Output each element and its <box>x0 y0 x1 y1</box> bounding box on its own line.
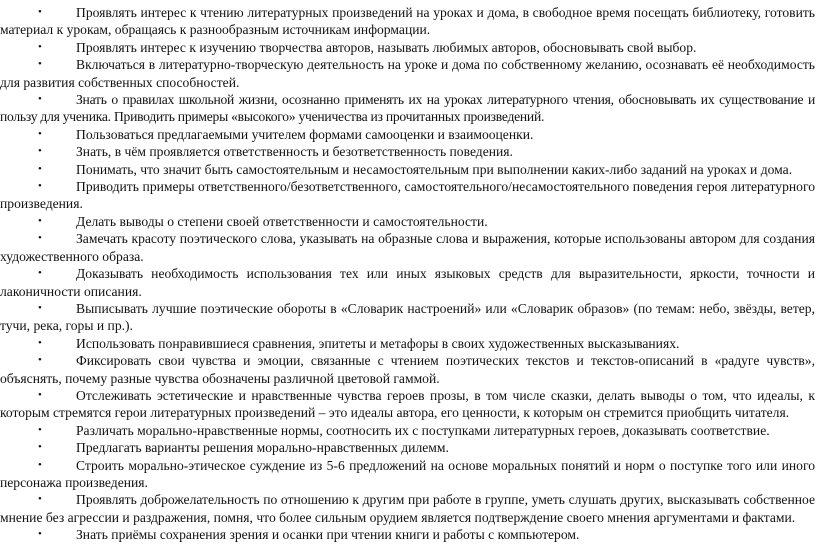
list-item <box>0 91 815 126</box>
bullet-icon: • <box>38 458 42 471</box>
bullet-icon: • <box>38 388 42 401</box>
bullet-icon: • <box>38 336 42 349</box>
bullet-icon: • <box>38 58 42 71</box>
list-item-text: Предлагать варианты решения морально-нравственных дилемм. <box>76 440 449 456</box>
bullet-icon: • <box>38 6 42 18</box>
list-item-text: Выписывать лучшие поэтические обороты в «Словарик настроений» или «Словарик образов» (по темам: небо, звёзды, ветер, тучи, река, горы и пр.). <box>0 300 815 334</box>
bullet-icon: • <box>38 232 42 245</box>
list-item-text: Строить морально-этическое суждение из 5-6 предложений на основе моральных понятий и норм о поступке того или иного персонажа произведения. <box>0 457 815 490</box>
list-item <box>0 491 815 526</box>
bullet-icon: • <box>38 528 42 541</box>
list-item-text: Делать выводы о степени своей ответственности и самостоятельности. <box>76 213 488 229</box>
bullet-icon: • <box>38 93 42 106</box>
list-item <box>0 213 815 230</box>
list-item-text: Доказывать необходимость использования тех или иных языковых средств для выразительности, яркости, точности и лаконичности описания. <box>0 266 815 299</box>
document-body <box>0 4 815 544</box>
list-item <box>0 457 815 492</box>
list-item <box>0 4 815 39</box>
bullet-icon: • <box>38 301 42 314</box>
list-item-text: Различать морально-нравственные нормы, соотносить их с поступками литературных героев, доказывать соответствие. <box>76 422 770 438</box>
list-item-text: Замечать красоту поэтического слова, указывать на образные слова и выражения, которые использованы автором для создания художественного образа. <box>0 231 815 264</box>
list-item-text: Приводить примеры ответственного/безответственного, самостоятельного/несамостоятельного поведения героя литературного произведения. <box>0 179 815 212</box>
list-item <box>0 126 815 143</box>
list-item <box>0 422 815 439</box>
list-item <box>0 56 815 91</box>
list-item-text: Проявлять доброжелательность по отношению к другим при работе в группе, уметь слушать других, высказывать собственное мнение без агрессии и раздражения, помня, что более сильным орудием является подтверждение своего мнения аргументами и фактами. <box>0 492 815 525</box>
list-item <box>0 161 815 178</box>
list-item-text: Включаться в литературно-творческую деятельность на уроке и дома по собственному желанию, осознавать её необходимость для развития собственных способностей. <box>0 57 815 90</box>
bullet-icon: • <box>38 493 42 506</box>
list-item <box>0 387 815 422</box>
list-item-text: Знать о правилах школьной жизни, осознанно применять их на уроках литературного чтения, обосновывать их существование и пользу для ученика. Приводить примеры «высокого» ученичества из прочитанных произведений. <box>0 92 815 125</box>
bullet-icon: • <box>38 40 42 53</box>
list-item-text: Понимать, что значит быть самостоятельным и несамостоятельным при выполнении каких-либо заданий на уроках и дома. <box>76 161 793 177</box>
list-item-text: Использовать понравившиеся сравнения, эпитеты и метафоры в своих художественных высказываниях. <box>76 335 680 351</box>
list-item-text: Знать, в чём проявляется ответственность и безответственность поведения. <box>76 144 513 160</box>
list-item-text: Знать приёмы сохранения зрения и осанки при чтении книги и работы с компьютером. <box>76 527 580 543</box>
list-item <box>0 439 815 456</box>
list-item <box>0 230 815 265</box>
list-item-text: Пользоваться предлагаемыми учителем формами самооценки и взаимооценки. <box>76 126 534 142</box>
list-item-text: Фиксировать свои чувства и эмоции, связанные с чтением поэтических текстов и текстов-описаний в «радуге чувств», объяснять, почему разные чувства обозначены различной цветовой гаммой. <box>0 353 815 386</box>
list-item <box>0 352 815 387</box>
list-item <box>0 265 815 300</box>
bullet-icon: • <box>38 423 42 436</box>
list-item-text: Проявлять интерес к чтению литературных произведений на уроках и дома, в свободное время посещать библиотеку, готовить материал к урокам, обращаясь к разнообразным источникам информации. <box>0 5 815 38</box>
list-item <box>0 526 815 543</box>
list-item <box>0 143 815 160</box>
list-item <box>0 300 815 335</box>
list-item <box>0 178 815 213</box>
bullet-icon: • <box>38 354 42 367</box>
list-item <box>0 39 815 56</box>
bullet-icon: • <box>38 267 42 280</box>
list-item-text: Проявлять интерес к изучению творчества авторов, называть любимых авторов, обосновывать свой выбор. <box>76 39 697 55</box>
bullet-icon: • <box>38 162 42 175</box>
list-item-text: Отслеживать эстетические и нравственные чувства героев прозы, в том числе сказки, делать выводы о том, что идеалы, к которым стремятся герои литературных произведений – это идеалы автора, его ценности, к которым он стремится приобщить читателя. <box>0 387 815 421</box>
bullet-icon: • <box>38 441 42 454</box>
bullet-icon: • <box>38 214 42 227</box>
bullet-icon: • <box>38 145 42 158</box>
bullet-icon: • <box>38 180 42 193</box>
list-item <box>0 335 815 352</box>
bullet-icon: • <box>38 127 42 140</box>
